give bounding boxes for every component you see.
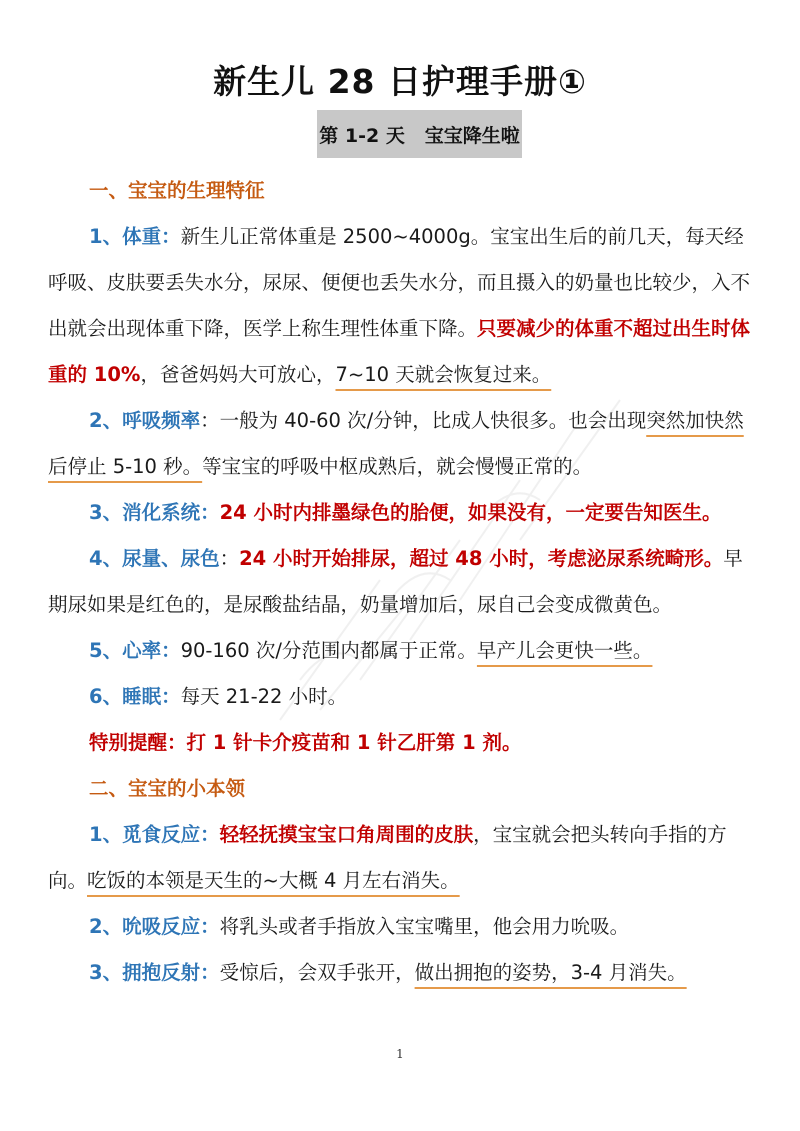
item-emphasis: 24 小时开始排尿，超过 48 小时，考虑泌尿系统畸形。 [239, 547, 724, 570]
item-heart-rate [48, 628, 754, 674]
item-urine [48, 536, 754, 628]
item-label: 3、消化系统： [89, 501, 220, 524]
reminder-text: 特别提醒：打 1 针卡介疫苗和 1 针乙肝第 1 剂。 [89, 731, 522, 754]
item-emphasis: 24 小时内排墨绿色的胎便，如果没有，一定要告知医生。 [219, 501, 722, 524]
item-label: 5、心率： [89, 639, 181, 662]
document-title: 新生儿 28 日护理手册① [213, 62, 587, 101]
item-text: ，爸爸妈妈大可放心， [140, 363, 336, 386]
item-text: 90-160 次/分范围内都属于正常。 [180, 639, 477, 662]
item-digestion [48, 490, 754, 536]
item-underlined: 做出拥抱的姿势，3-4 月消失。 [414, 961, 687, 984]
item-emphasis: 轻轻抚摸宝宝口角周围的皮肤 [219, 823, 474, 846]
item-label: 1、体重： [89, 225, 181, 248]
item-rooting-reflex [48, 812, 754, 904]
section2-heading: 二、宝宝的小本领 [89, 777, 246, 800]
item-text: 受惊后，会双手张开， [219, 961, 415, 984]
item-label: 3、拥抱反射： [89, 961, 220, 984]
item-underlined: 突然加快然后停止 5-10 秒。 [48, 409, 744, 478]
item-sucking-reflex [48, 904, 754, 950]
item-label: 2、呼吸频率 [89, 409, 201, 432]
item-underlined: 早产儿会更快一些。 [476, 639, 653, 662]
item-underlined: 吃饭的本领是天生的~大概 4 月左右消失。 [87, 869, 460, 892]
item-moro-reflex [48, 950, 754, 996]
item-emphasis: 只要减少的体重不超过出生时体重的 10% [48, 317, 751, 386]
page-number: 1 [396, 1047, 404, 1061]
item-underlined: 7~10 天就会恢复过来。 [335, 363, 552, 386]
item-text: 等宝宝的呼吸中枢成熟后，就会慢慢正常的。 [202, 455, 593, 478]
item-text: ：一般为 40-60 次/分钟，比成人快很多。也会出现 [200, 409, 647, 432]
day-subtitle: 第 1-2 天 宝宝降生啦 [317, 110, 522, 158]
item-text: 每天 21-22 小时。 [180, 685, 348, 708]
section1-heading: 一、宝宝的生理特征 [89, 179, 265, 202]
item-text: 将乳头或者手指放入宝宝嘴里，他会用力吮吸。 [219, 915, 630, 938]
item-breathing [48, 398, 754, 490]
item-weight [48, 214, 754, 398]
item-text: ： [219, 547, 240, 570]
item-text: 新生儿正常体重是 2500~4000g。宝宝出生后的前几天，每天经呼吸、皮肤要丢失水分，尿尿、便便也丢失水分，而且摄入的奶量也比较少，入不出就会出现体重下降，医学上称生理性体重下降。 [48, 225, 751, 340]
section-heading [48, 766, 754, 812]
item-label: 4、尿量、尿色 [89, 547, 220, 570]
section-heading [48, 168, 754, 214]
item-label: 6、睡眠： [89, 685, 181, 708]
document-body [48, 168, 754, 996]
special-reminder [48, 720, 754, 766]
item-label: 1、觅食反应： [89, 823, 220, 846]
item-text: ，宝宝就会把头转向手指的方向。 [48, 823, 727, 892]
item-sleep [48, 674, 754, 720]
item-label: 2、吮吸反应： [89, 915, 220, 938]
item-text: 早期尿如果是红色的，是尿酸盐结晶，奶量增加后，尿自己会变成微黄色。 [48, 547, 743, 616]
